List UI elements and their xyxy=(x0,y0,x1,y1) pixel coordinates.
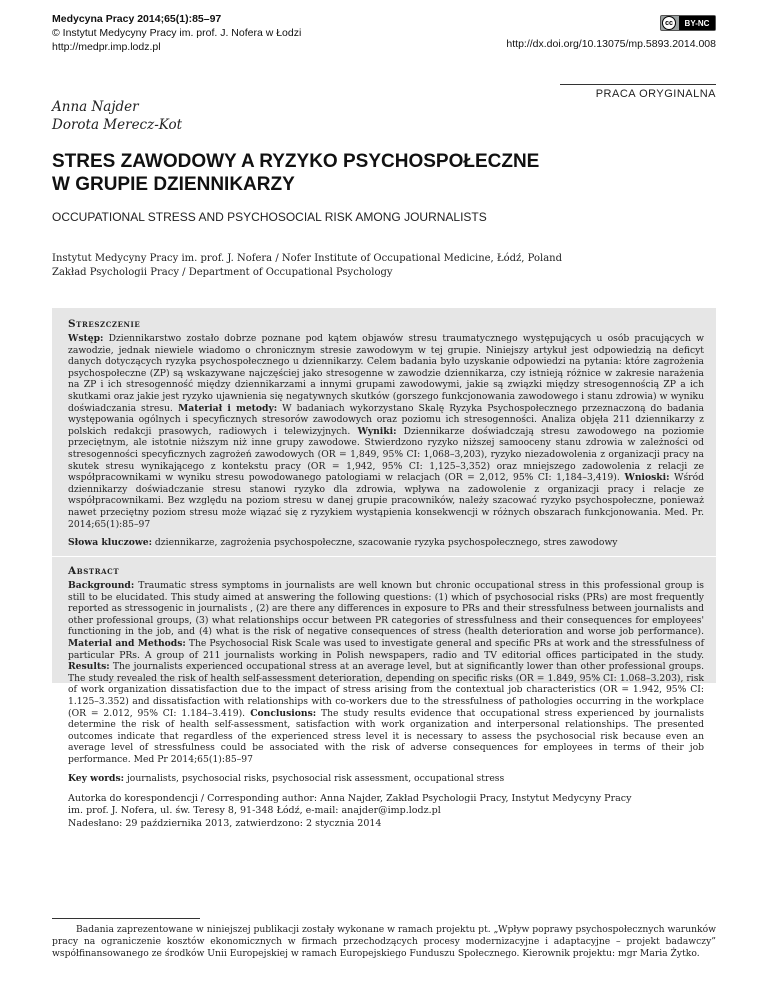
article-type: PRACA ORYGINALNA xyxy=(595,88,716,100)
keywords-text-pl: dziennikarze, zagrożenia psychospołeczne, szacowanie ryzyka psychospołecznego, stres zawodowy xyxy=(151,537,618,549)
license-label: BY-NC xyxy=(679,16,715,30)
correspondence-line: Nadesłano: 29 października 2013, zatwierdzono: 2 stycznia 2014 xyxy=(68,817,382,829)
author-name: Dorota Merecz-Kot xyxy=(52,117,183,133)
text-wnioski: Wśród dziennikarzy doświadczanie stresu stanowi ryzyko dla zdrowia, wpływa na zadowolenie z organizacji pracy i relacje ze współpracownikami. Bez względu na poziom stresu w danej grupie pracowników, należy szacować ryzyko psychospołeczne, ponieważ nawet przeciętny poziom stresu może wiązać się z ryzykiem wystąpienia konsekwencji w różnych obszarach funkcjonowania. Med. Pr. 2014;65(1):85–97 xyxy=(68,472,704,530)
label-conclusions: Conclusions: xyxy=(245,707,317,719)
cc-icon: cc xyxy=(662,16,676,30)
abstract-divider xyxy=(52,556,716,557)
label-results: Results: xyxy=(68,661,110,673)
affiliation-line: Zakład Psychologii Pracy / Department of Occupational Psychology xyxy=(52,266,393,278)
keywords-pl xyxy=(68,537,704,549)
article-title-en: OCCUPATIONAL STRESS AND PSYCHOSOCIAL RISK AMONG JOURNALISTS xyxy=(52,210,487,224)
label-wyniki: Wyniki: xyxy=(350,425,397,437)
text-wstep: Dziennikarstwo zostało dobrze poznane pod kątem objawów stresu traumatycznego występujących u osób pracujących w zawodzie, jednak niewiele wiadomo o chronicznym stresie zawodowym w tej grupie. Niniejszy artykuł jest odpowiedzią na deficyt danych dotyczących ryzyka psychospołecznego u dziennikarzy. Celem badania było uzyskanie odpowiedzi na pytania: które zagrożenia psychospołeczne (ZP) są wskazywane najczęściej jako stresogenne w zawodzie dziennikarza, czy istnieją różnice w zakresie narażenia na ZP i ich stresogenność między dziennikarzami a innymi grupami zawodowymi, jakie są związki między stresogennością ZP a ich skutkami oraz jakie jest ryzyko ujawnienia się negatywnych skutków (gorszego funkcjonowania zawodowego i stanu zdrowia) w wyniku doświadczania stresu. xyxy=(68,333,704,414)
journal-citation: Medycyna Pracy 2014;65(1):85–97 xyxy=(52,13,222,25)
text-background: Traumatic stress symptoms in journalists are well known but chronic occupational stress in this professional group is still to be elucidated. This study aimed at answering the following questions: (1) which of psychosocial risks (PRs) are most frequently reported as stressogenic in journalists , (2) are there any differences in exposure to PRs and their stressfulness between journalists and other professional groups, (3) what relationships occur between PR categories of stressfulness and their consequences for employees' functioning in the job, and (4) what is the risk of negative consequences of stress (health deterioration and worse job performance). xyxy=(68,580,704,638)
cc-license-badge[interactable] xyxy=(660,15,716,31)
keywords-text-en: journalists, psychosocial risks, psychosocial risk assessment, occupational stress xyxy=(124,772,505,784)
text-methods: The Psychosocial Risk Scale was used to investigate general and specific PRs at work and the stressfulness of particular PRs. A group of 211 journalists working in Polish newspapers, radio and TV editorial offices participated in the study. xyxy=(68,638,704,661)
footnote-divider xyxy=(52,918,200,919)
author-list xyxy=(52,98,182,134)
header-divider xyxy=(560,84,716,85)
streszczenie-text xyxy=(68,333,704,530)
text-metody: W badaniach wykorzystano Skalę Ryzyka Psychospołecznego przeznaczoną do badania występowania ogólnych i specyficznych stresorów zawodowych oraz poziomu ich stresogenności. Analiza objęła 211 dziennikarzy z polskich redakcji prasowych, radiowych i telewizyjnych. xyxy=(68,402,704,437)
journal-copyright: © Instytut Medycyny Pracy im. prof. J. Nofera w Łodzi xyxy=(52,27,302,39)
label-metody: Materiał i metody: xyxy=(172,402,278,414)
text-results: The journalists experienced occupational stress at an average level, but at significantly lower than other professional groups. The study revealed the risk of health self-assessment deterioration, depending on specific risks (OR = 1.849, 95% CI: 1.068–3.203), risk of work organization dissatisfaction due to the impact of stress arising from the contextual job characteristics (OR = 1.942, 95% CI: 1.125–3.352) and dissatisfaction with relationships with co-workers due to the stressfulness of pathologies occurring in the workplace (OR = 2.012, 95% CI: 1.184–3.419). xyxy=(68,661,704,719)
journal-header xyxy=(52,12,301,54)
abstract-text xyxy=(68,580,704,766)
abstract-heading: Abstract xyxy=(68,565,120,578)
text-wyniki: Dziennikarze doświadczają stresu zawodowego na poziomie przeciętnym, ale istotnie niższym niż inne grupy zawodowe. Stwierdzono ryzyko niższej samooceny stanu zdrowia w zależności od stresogenności specyficznych zagrożeń zawodowych (OR = 1,849, 95% CI: 1,068–3,203), ryzyko niezadowolenia z organizacji pracy na skutek stresu wynikającego z kontekstu pracy (OR = 1,942, 95% CI: 1,125–3,352) oraz mniejszego zadowolenia z relacji ze współpracownikami w wyniku stresu powodowanego patologiami w relacjach (OR = 2,012, 95% CI: 1,184–3,419). xyxy=(68,425,705,484)
keywords-label-pl: Słowa kluczowe: xyxy=(68,537,152,549)
label-wstep: Wstęp: xyxy=(68,333,104,344)
correspondence-line: im. prof. J. Nofera, ul. św. Teresy 8, 91-348 Łódź, e-mail: anajder@imp.lodz.pl xyxy=(68,805,441,817)
text-conclusions: The study results evidence that occupational stress experienced by journalists determine the risk of health self-assessment, satisfaction with work organization and interpersonal relationships. The presented outcomes indicate that regardless of the experienced stress level it is necessary to assess the psychosocial risk because even an average level of stressfulness could be associated with the risk of adverse consequences for employees in terms of their job performance. Med Pr 2014;65(1):85–97 xyxy=(68,707,704,765)
keywords-label-en: Key words: xyxy=(68,772,125,784)
title-line: W GRUPIE DZIENNIKARZY xyxy=(52,174,295,195)
correspondence-line: Autorka do korespondencji / Corresponding author: Anna Najder, Zakład Psychologii Pracy, Instytut Medycyny Pracy xyxy=(68,792,632,804)
article-title-pl xyxy=(52,150,692,196)
keywords-en xyxy=(68,773,704,785)
label-methods: Material and Methods: xyxy=(68,638,186,650)
label-background: Background: xyxy=(68,580,135,592)
abstract-box xyxy=(52,308,716,829)
funding-footnote: Badania zaprezentowane w niniejszej publikacji zostały wykonane w ramach projektu pt. „Wpływ poprawy psychospołecznych warunków pracy na ograniczenie kosztów ekonomicznych w firmach przechodzących procesy modernizacyjne i adaptacyjne – projekt badawczy” współfinansowanego ze środków Unii Europejskiej w ramach Europejskiego Funduszu Społecznego. Kierownik projektu: mgr Maria Żytko. xyxy=(52,924,716,959)
affiliations xyxy=(52,252,562,279)
journal-url-link[interactable]: http://medpr.imp.lodz.pl xyxy=(52,41,161,53)
doi-link[interactable]: http://dx.doi.org/10.13075/mp.5893.2014.008 xyxy=(506,38,716,50)
title-line: STRES ZAWODOWY A RYZYKO PSYCHOSPOŁECZNE xyxy=(52,151,540,172)
label-wnioski: Wnioski: xyxy=(619,472,670,484)
correspondence-info xyxy=(68,793,704,831)
affiliation-line: Instytut Medycyny Pracy im. prof. J. Nofera / Nofer Institute of Occupational Medicine, Łódź, Poland xyxy=(52,253,562,264)
author-name: Anna Najder xyxy=(52,99,139,115)
streszczenie-heading: Streszczenie xyxy=(68,318,141,330)
